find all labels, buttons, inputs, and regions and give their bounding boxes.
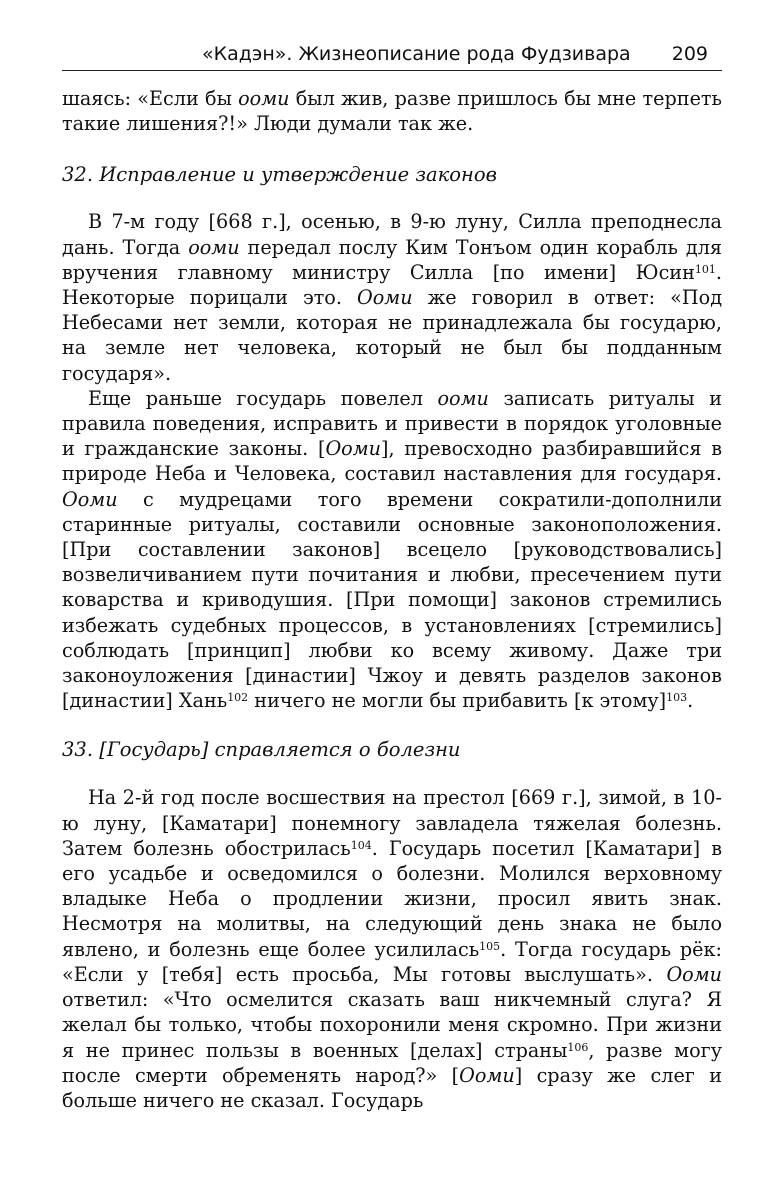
italic-term: Ооми <box>666 962 722 986</box>
text-run: же говорил в ответ: «Под Небесами нет земли, которая не принадлежала бы государю, на земле нет человека, который не был бы подданным государя». <box>62 286 723 385</box>
footnote-ref: 103 <box>666 691 688 705</box>
paragraph <box>62 209 722 385</box>
paragraph <box>62 785 722 1113</box>
footnote-ref: 105 <box>479 939 501 953</box>
footnote-ref: 104 <box>350 838 372 852</box>
section-heading-32: 32. Исправление и утверждение законов <box>62 163 497 187</box>
paragraph-continued <box>62 86 722 136</box>
text-run: . Некоторые порицали это. <box>62 260 722 310</box>
text-run: ответил: «Что осмелится сказать ваш никчемный слуга? Я желал бы только, чтобы похоронили меня скромно. При жизни я не принес пользы в военных [делах] страны <box>62 988 722 1062</box>
text-run: . <box>687 689 694 713</box>
italic-term: Ооми <box>459 1063 515 1087</box>
text-run: ], превосходно разбиравшийся в природе Неба и Человека, составил наставления для государя. <box>62 437 722 486</box>
italic-term: ооми <box>238 87 290 110</box>
text-run: , разве могу после смерти обременять народ?» [ <box>62 1038 722 1087</box>
italic-term: Ооми <box>62 487 118 511</box>
section-heading-33: 33. [Государь] справляется о болезни <box>62 738 461 762</box>
body-text <box>62 86 722 1113</box>
running-title: «Кадэн». Жизнеописание рода Фудзивара <box>202 43 631 65</box>
text-run: с мудрецами того времени сократили-дополнили старинные ритуалы, составили основные законоположения. [При составлении законов] всецело [руководствовались] возвеличиванием пути почитания и любви, пресечением пути коварства и криводушия. [При помощи] законов стремились избежать судебных процессов, в установлениях [стремились] соблюдать [принцип] любви ко всему живому. Даже три законоуложения [династии] Чжоу и девять разделов законов [династии] Хань <box>62 487 722 713</box>
text-run: шаясь: «Если бы <box>62 87 239 110</box>
footnote-ref: 106 <box>567 1040 589 1054</box>
paragraph <box>62 386 722 714</box>
text-run: Еще раньше государь повелел <box>88 386 438 410</box>
footnote-ref: 102 <box>227 691 249 705</box>
text-run: На 2-й год после восшествия на престол [669 г.], зимой, в 10-ю луну, [Каматари] понемногу завладела тяжелая болезнь. Затем болезнь обострилась <box>62 786 722 860</box>
text-run: . Тогда государь рёк: «Если у [тебя] есть просьба, Мы готовы выслушать». <box>62 937 722 986</box>
italic-term: ооми <box>188 235 240 259</box>
text-run: был жив, разве пришлось бы мне терпеть такие лишения?!» Люди думали так же. <box>62 87 722 136</box>
italic-term: ооми <box>437 386 489 410</box>
running-header <box>62 40 722 71</box>
page-number: 209 <box>671 43 708 65</box>
text-run: передал послу Ким Тонъом один корабль для вручения главному министру Силла [по имени] Юсин <box>62 235 722 284</box>
footnote-ref: 101 <box>694 262 716 276</box>
text-run: В 7-м году [668 г.], осенью, в 9-ю луну, Силла преподнесла дань. Тогда <box>62 210 722 259</box>
text-run: ] сразу же слег и больше ничего не сказал. Государь <box>62 1063 723 1112</box>
italic-term: Ооми <box>357 286 413 310</box>
italic-term: Ооми <box>325 437 382 461</box>
text-run: ничего не могли бы прибавить [к этому] <box>248 689 667 713</box>
text-run: . Государь посетил [Каматари] в его усадьбе и осведомился о болезни. Молился верховному владыке Неба о продлении жизни, просил явить знак. Несмотря на молитвы, на следующий день знака не было явлено, и болезнь еще более усилилась <box>62 836 723 961</box>
text-run: записать ритуалы и правила поведения, исправить и привести в порядок уголовные и гражданские законы. [ <box>62 386 722 461</box>
